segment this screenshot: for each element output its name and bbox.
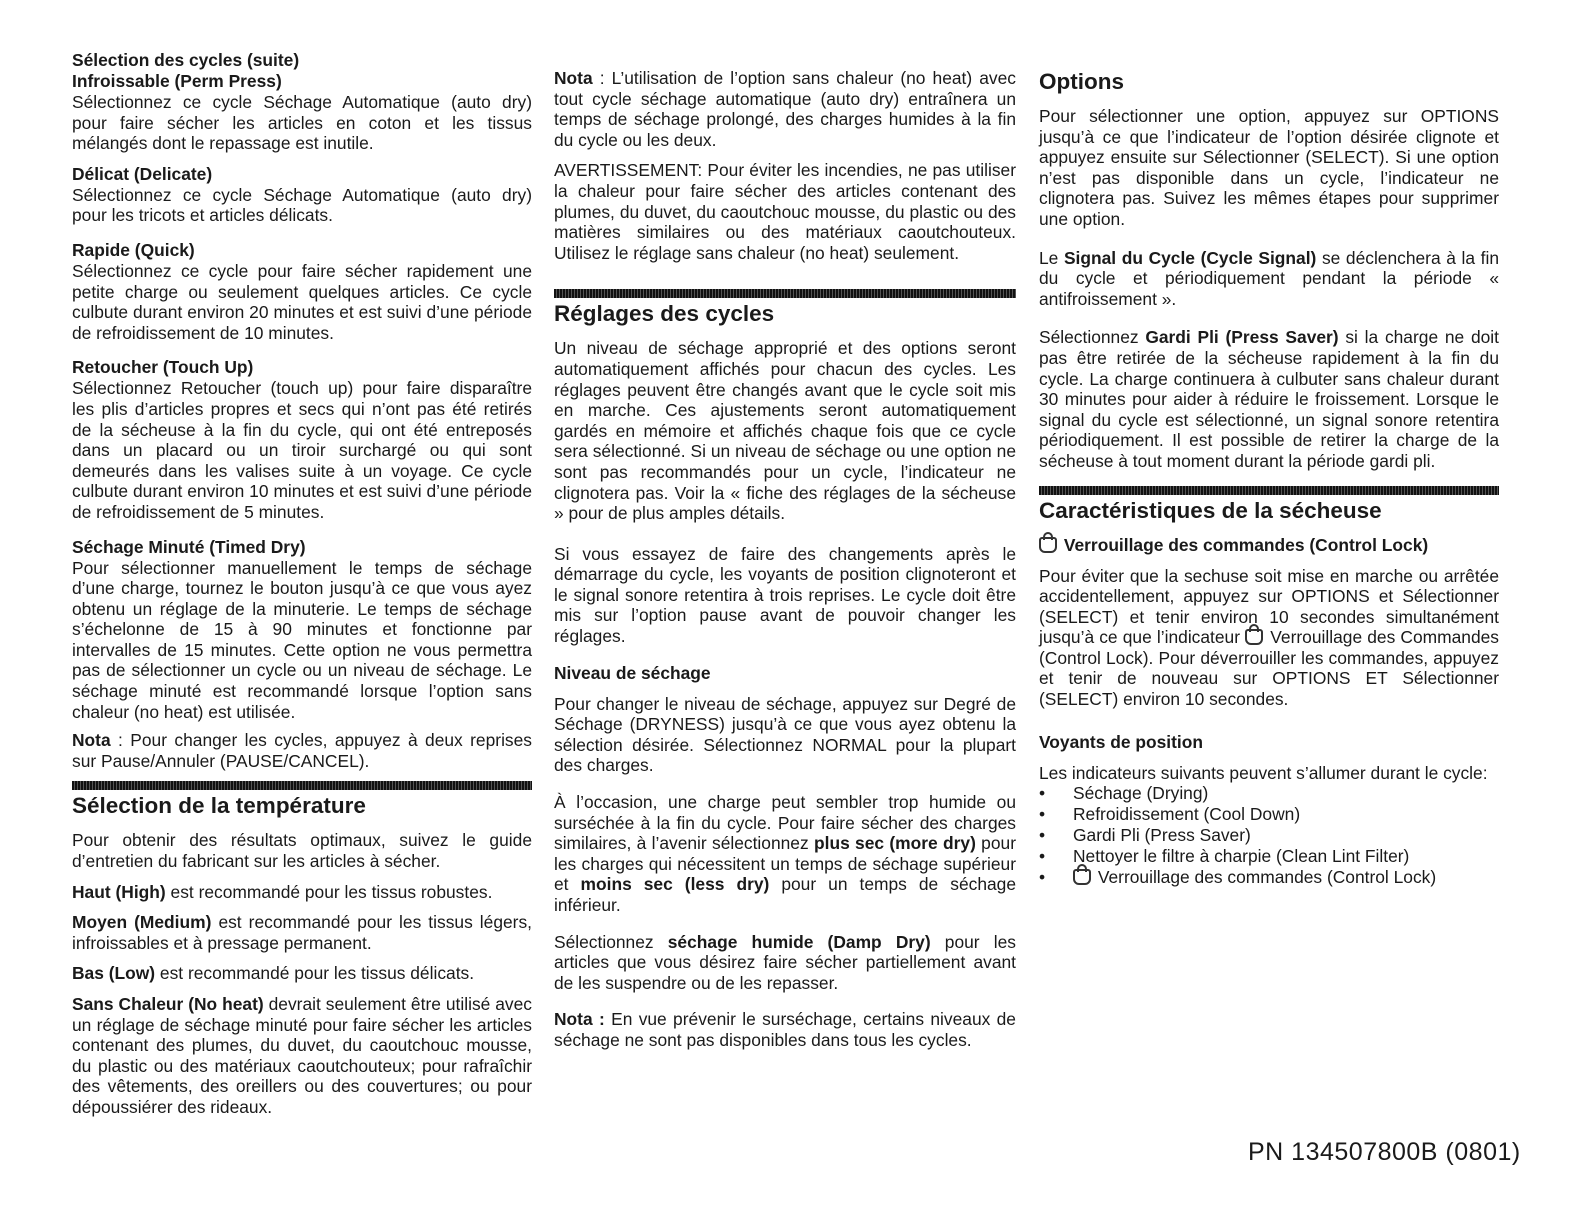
list-item-text: Verrouillage des commandes (Control Lock) [1097,867,1437,888]
low-paragraph [72,963,532,984]
options-text: Pour sélectionner une option, appuyez sur OPTIONS jusqu’à ce que l’indicateur de l’option désirée clignote et appuyez ensuite sur Sélectionner (SELECT). Si une option n’est pas disponible dans un cycle, l’indicateur ne clignotera pas. Suivez les mêmes étapes pour supprimer une option. [1039,106,1499,229]
list-item: • Refroidissement (Cool Down) [1073,804,1499,825]
warning-text: AVERTISSEMENT: Pour éviter les incendies, ne pas utiliser la chaleur pour faire sécher des articles contenant des plumes, du duvet, du caoutchouc mousse, du plastic ou des matières similaires ou des matériaux caoutchouteux. Utilisez le réglage sans chaleur (no heat) seulement. [554,160,1016,263]
cycle-signal-paragraph [1039,248,1499,310]
section-divider [1039,486,1499,495]
delicate-title: Délicat (Delicate) [72,163,213,184]
signal-text-a: Le [1039,247,1064,268]
high-label: Haut (High) [72,881,166,902]
list-item [1073,867,1499,888]
control-lock-title [1039,535,1499,556]
control-lock-text-b: Verrouillage des Commandes (Control Lock). Pour déverrouiller les commandes, appuyez et tenir de nouveau sur OPTIONS ET Sélectionner (SELECT) environ 10 secondes. [1039,627,1499,710]
more-dry-label: plus sec (more dry) [814,833,976,854]
nota-text: : L’utilisation de l’option sans chaleur (no heat) avec tout cycle séchage automatique (auto dry) entraînera un temps de séchage prolongé, des charges humides à la fin du cycle ou les deux. [554,68,1016,150]
nota-2-paragraph [554,1009,1016,1050]
status-lights-text: Les indicateurs suivants peuvent s’allumer durant le cycle: [1039,762,1488,783]
no-heat-label: Sans Chaleur (No heat) [72,994,264,1014]
temperature-intro: Pour obtenir des résultats optimaux, suivez le guide d’entretien du fabricant sur les articles à sécher. [72,830,532,872]
nota-2-label: Nota : [554,1009,605,1030]
changes-text: Si vous essayez de faire des changements après le démarrage du cycle, les voyants de position clignoteront et le signal sonore retentira à trois reprises. Le cycle doit être mis sur l’option pause avant de pouvoir changer les réglages. [554,543,1016,647]
list-item: • Gardi Pli (Press Saver) [1073,825,1499,846]
no-heat-paragraph [72,994,532,1118]
quick-text: Sélectionnez ce cycle pour faire sécher rapidement une petite charge ou seulement quelques articles. Ce cycle culbute durant environ 20 minutes et est suivi d’une période de refroidissement de 10 minutes. [72,260,532,343]
medium-text: est recommandé pour les tissus légers, infroissables et à pressage permanent. [72,912,532,953]
nota-2-text: En vue prévenir le surséchage, certains niveaux de séchage ne sont pas disponibles dans tous les cycles. [554,1009,1016,1050]
damp-text-a: Sélectionnez [554,931,668,952]
list-item: • Séchage (Drying) [1073,783,1499,804]
high-text: est recommandé pour les tissus robustes. [165,881,493,902]
cycle-settings-text: Un niveau de séchage approprié et des options seront automatiquement affichés pour chacun des cycles. Les réglages peuvent être changés avant que le cycle soit mis en marche. Ces ajustements seront automatiquement gardés en mémoire et affichés chaque fois que ce cycle sera sélectionné. Si un niveau de séchage ou une option ne sont pas recommandés pour un cycle, l’indicateur ne clignotera pas. Voir la « fiche des réglages de la sécheuse » pour de plus amples détails. [554,338,1016,524]
cycle-signal-label: Signal du Cycle (Cycle Signal) [1063,247,1317,268]
section-divider [554,289,1016,298]
timed-dry-text: Pour sélectionner manuellement le temps de séchage d’une charge, tournez le bouton jusqu’à ce que vous ayez obtenu un réglage de la minuterie. Le temps de séchage s’échelonne de 15 à 90 minutes et fonctionne par intervalles de 15 minutes. Cette option ne vous permettra pas de sélectionner un cycle ou un niveau de séchage. Le séchage minuté est recommandé lorsque l’option sans chaleur (no heat) est utilisée. [72,557,532,722]
occasion-paragraph [554,792,1016,916]
temperature-heading: Sélection de la température [72,793,366,819]
column-2 [554,68,1016,1061]
saver-text-a: Sélectionnez [1039,327,1146,348]
occasion-text-c: pour les charges qui nécessitent un temps de séchage supérieur et [554,833,1016,895]
status-lights-title: Voyants de position [1039,731,1203,752]
features-heading: Caractéristiques de la sécheuse [1039,497,1382,523]
timed-dry-title: Séchage Minuté (Timed Dry) [72,536,306,557]
press-saver-label: Gardi Pli (Press Saver) [1145,327,1339,348]
nota-label: Nota [72,730,111,751]
press-saver-paragraph [1039,327,1499,471]
damp-dry-paragraph [554,932,1016,994]
low-label: Bas (Low) [72,963,156,984]
control-lock-title-text: Verrouillage des commandes (Control Lock) [1063,534,1429,555]
nota-paragraph [72,730,532,771]
touch-up-text: Sélectionnez Retoucher (touch up) pour faire disparaître les plis d’articles propres et secs qui n’ont pas été retirés de la sécheuse à la fin du cycle, qui ont été entreposés dans un placard ou un tiroir surchargé ou qui sont demeurés dans les valises suite à un voyage. Ce cycle culbute durant environ 10 minutes et est suivi d’une période de refroidissement de 5 minutes. [72,378,532,522]
control-lock-text [1039,566,1499,710]
options-heading: Options [1039,69,1124,94]
perm-press-text: Sélectionnez ce cycle Séchage Automatique (auto dry) pour faire sécher les articles en coton et les tissus mélangés dont le repassage est inutile. [72,92,532,154]
column-1 [72,50,532,1128]
damp-dry-label: séchage humide (Damp Dry) [667,931,931,952]
no-heat-text: devrait seulement être utilisé avec un réglage de séchage minuté pour faire sécher les articles contenant des plumes, du duvet, du caoutchouc mousse, du plastic ou des matériaux caoutchouteux; pour rafraîchir des vêtements, des oreillers ou des couvertures; ou pour dépoussiérer des rideaux. [72,994,532,1117]
touch-up-title: Retoucher (Touch Up) [72,357,254,378]
medium-label: Moyen (Medium) [72,912,212,933]
perm-press-title: Infroissable (Perm Press) [72,71,282,91]
padlock-icon [1245,629,1263,645]
list-item: • Nettoyer le filtre à charpie (Clean Lint Filter) [1073,846,1499,867]
dryness-level-title: Niveau de séchage [554,662,711,683]
quick-title: Rapide (Quick) [72,239,195,260]
delicate-text: Sélectionnez ce cycle Séchage Automatique (auto dry) pour les tricots et articles délicats. [72,184,532,226]
section-divider [72,781,532,790]
control-lock-text-a: Pour éviter que la sechuse soit mise en marche ou arrêtée accidentellement, appuyez sur OPTIONS et Sélectionner (SELECT) et tenir environ 10 secondes simultanément jusqu’à ce que l’indicateur [1039,565,1499,648]
column-3 [1039,68,1499,888]
saver-text-c: si la charge ne doit pas être retirée de la sécheuse rapidement à la fin du cycle. La charge continuera à culbuter sans chaleur durant 30 minutes pour aider à réduire le froissement. Lorsque le signal du cycle est sélectionné, un signal sonore retentira périodiquement. Il est possible de retirer la charge de la sécheuse à tout moment durant la période gardi pli. [1039,327,1499,471]
damp-text-c: pour les articles que vous désirez faire sécher partiellement avant de les suspendre ou de les repasser. [554,931,1017,993]
padlock-icon [1073,869,1091,885]
medium-paragraph [72,912,532,953]
nota-text: : Pour changer les cycles, appuyez à deux reprises sur Pause/Annuler (PAUSE/CANCEL). [72,730,532,771]
cycle-settings-heading: Réglages des cycles [554,301,775,327]
no-heat-note [554,68,1016,150]
dryness-level-text: Pour changer le niveau de séchage, appuyez sur Degré de Séchage (DRYNESS) jusqu’à ce que vous ayez obtenu la sélection désirée. Sélectionnez NORMAL pour la plupart des charges. [554,693,1016,776]
signal-text-c: se déclenchera à la fin du cycle et périodiquement pendant la période « antifroissement ». [1039,247,1500,309]
occasion-text-a: À l’occasion, une charge peut sembler trop humide ou surséchée à la fin du cycle. Pour faire sécher des charges similaires, à l’avenir sélectionnez [554,792,1016,854]
section-title: Sélection des cycles (suite) [72,50,300,70]
occasion-text-d: pour un temps de séchage inférieur. [554,874,1017,915]
less-dry-label: moins sec (less dry) [580,874,770,895]
low-text: est recommandé pour les tissus délicats. [155,963,475,984]
high-paragraph [72,882,532,903]
part-number: PN 134507800B (0801) [1248,1138,1521,1166]
nota-label: Nota [554,68,593,88]
padlock-icon [1039,537,1057,553]
status-lights-list [1039,783,1499,888]
